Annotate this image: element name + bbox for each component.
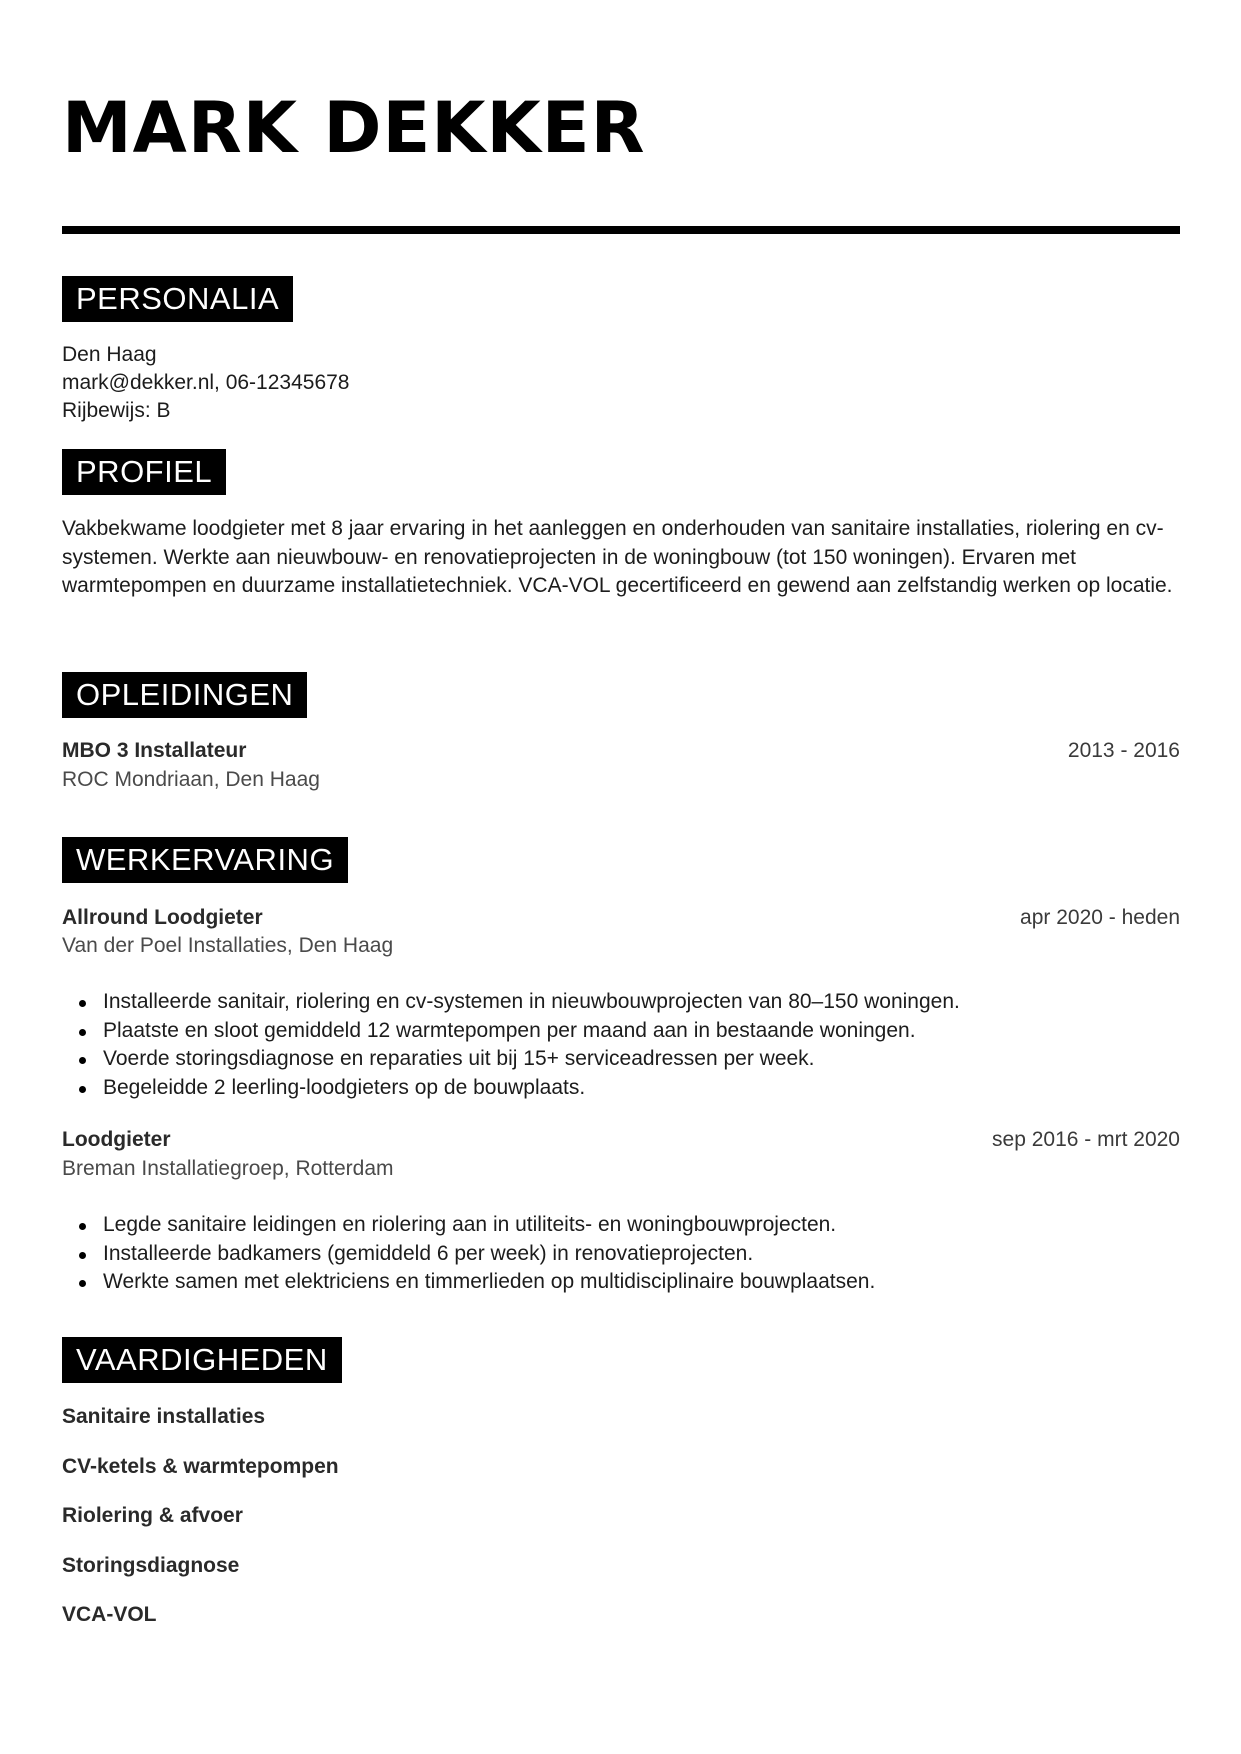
bullet-text: Begeleidde 2 leerling-loodgieters op de bouwplaats. xyxy=(103,1075,586,1099)
list-item xyxy=(62,1240,1180,1269)
education-title: MBO 3 Installateur xyxy=(62,739,247,762)
list-item xyxy=(62,1074,1180,1103)
bullet-dot-icon xyxy=(79,1280,86,1287)
personalia-contact: mark@dekker.nl, 06-12345678 xyxy=(62,371,350,394)
bullet-dot-icon xyxy=(79,1029,86,1036)
personalia-city: Den Haag xyxy=(62,343,157,366)
bullet-dot-icon xyxy=(79,1223,86,1230)
job-period: sep 2016 - mrt 2020 xyxy=(992,1128,1180,1151)
bullet-dot-icon xyxy=(79,1252,86,1259)
section-heading-personalia: PERSONALIA xyxy=(62,276,293,322)
bullet-text: Werkte samen met elektriciens en timmerlieden op multidisciplinaire bouwplaatsen. xyxy=(103,1270,876,1294)
bullet-text: Plaatste en sloot gemiddeld 12 warmtepompen per maand aan in bestaande woningen. xyxy=(103,1018,916,1042)
bullet-text: Legde sanitaire leidingen en riolering aan in utiliteits- en woningbouwprojecten. xyxy=(103,1213,837,1236)
list-item xyxy=(62,1211,1180,1240)
skill-item: Riolering & afvoer xyxy=(62,1504,243,1527)
list-item xyxy=(62,1045,1180,1074)
section-heading-vaardigheden: VAARDIGHEDEN xyxy=(62,1337,342,1383)
education-institution: ROC Mondriaan, Den Haag xyxy=(62,768,320,791)
personalia-drivers-license: Rijbewijs: B xyxy=(62,399,171,422)
list-item xyxy=(62,1268,1180,1297)
bullet-text: Installeerde badkamers (gemiddeld 6 per week) in renovatieprojecten. xyxy=(103,1241,754,1265)
job-bullet-list xyxy=(62,988,1180,1102)
list-item xyxy=(62,1017,1180,1046)
bullet-dot-icon xyxy=(79,1057,86,1064)
list-item xyxy=(62,988,1180,1017)
bullet-dot-icon xyxy=(79,1086,86,1093)
section-heading-opleidingen: OPLEIDINGEN xyxy=(62,672,307,718)
job-company: Breman Installatiegroep, Rotterdam xyxy=(62,1157,394,1180)
job-company: Van der Poel Installaties, Den Haag xyxy=(62,934,394,957)
skill-item: VCA-VOL xyxy=(62,1603,157,1626)
job-bullet-list xyxy=(62,1211,1180,1297)
section-heading-werkervaring: WERKERVARING xyxy=(62,837,348,883)
section-heading-profiel: PROFIEL xyxy=(62,449,226,495)
profile-summary: Vakbekwame loodgieter met 8 jaar ervaring in het aanleggen en onderhouden van sanitaire installaties, riolering en cv-systemen. Werkte aan nieuwbouw- en renovatieprojecten in de woningbouw (tot 150 woningen). Ervaren met warmtepompen en duurzame installatietechniek. VCA-VOL gecertificeerd en gewend aan zelfstandig werken op locatie. xyxy=(62,517,1173,597)
bullet-text: Installeerde sanitair, riolering en cv-systemen in nieuwbouwprojecten van 80–150 woningen. xyxy=(103,990,960,1013)
job-title: Loodgieter xyxy=(62,1128,171,1151)
job-period: apr 2020 - heden xyxy=(1020,906,1180,929)
job-title: Allround Loodgieter xyxy=(62,906,263,929)
skill-item: CV-ketels & warmtepompen xyxy=(62,1455,339,1478)
skill-item: Storingsdiagnose xyxy=(62,1554,240,1577)
candidate-name: MARK DEKKER xyxy=(62,87,646,169)
bullet-text: Voerde storingsdiagnose en reparaties uit bij 15+ serviceadressen per week. xyxy=(103,1047,815,1071)
header-divider xyxy=(62,226,1180,234)
skill-item: Sanitaire installaties xyxy=(62,1405,266,1428)
education-period: 2013 - 2016 xyxy=(1067,739,1180,762)
bullet-dot-icon xyxy=(79,1000,86,1007)
